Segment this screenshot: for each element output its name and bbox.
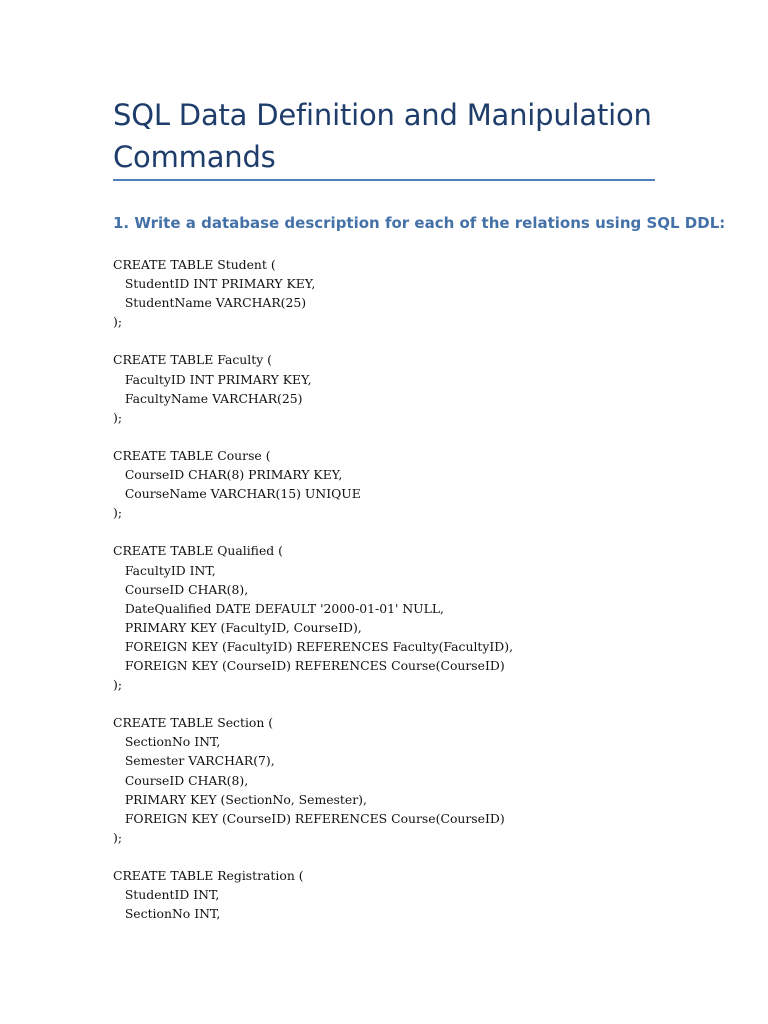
code-line: FOREIGN KEY (CourseID) REFERENCES Course(CourseID) xyxy=(113,810,505,826)
code-line: FOREIGN KEY (FacultyID) REFERENCES Faculty(FacultyID), xyxy=(113,638,514,654)
code-line: CourseID CHAR(8), xyxy=(113,772,249,788)
code-line: CourseName VARCHAR(15) UNIQUE xyxy=(113,486,361,502)
code-line: ); xyxy=(113,829,123,845)
code-line: FacultyID INT, xyxy=(113,562,216,578)
code-line: ); xyxy=(113,677,123,693)
code-line: FOREIGN KEY (CourseID) REFERENCES Course(CourseID) xyxy=(113,657,505,673)
blank-line xyxy=(113,522,513,541)
code-line: SectionNo INT, xyxy=(113,734,221,750)
code-line: StudentName VARCHAR(25) xyxy=(113,295,307,311)
code-line: PRIMARY KEY (SectionNo, Semester), xyxy=(113,791,367,807)
code-line: StudentID INT, xyxy=(113,887,220,903)
blank-line xyxy=(113,427,513,446)
code-line: CREATE TABLE Student ( xyxy=(113,257,276,272)
code-line: StudentID INT PRIMARY KEY, xyxy=(113,276,316,292)
sql-code-block xyxy=(113,255,513,923)
code-line: CREATE TABLE Section ( xyxy=(113,715,274,731)
document-title: SQL Data Definition and Manipulation Commands xyxy=(113,98,652,174)
code-line: ); xyxy=(113,505,123,521)
code-line: ); xyxy=(113,314,123,330)
code-line: CREATE TABLE Course ( xyxy=(113,447,271,463)
code-line: CREATE TABLE Faculty ( xyxy=(113,352,273,368)
title-underline xyxy=(113,179,655,181)
code-line: CourseID CHAR(8), xyxy=(113,581,249,597)
code-line: FacultyName VARCHAR(25) xyxy=(113,390,303,406)
code-line: CourseID CHAR(8) PRIMARY KEY, xyxy=(113,467,343,483)
code-line: Semester VARCHAR(7), xyxy=(113,753,275,769)
code-line: CREATE TABLE Qualified ( xyxy=(113,543,283,559)
blank-line xyxy=(113,331,513,350)
code-line: DateQualified DATE DEFAULT '2000-01-01' NULL, xyxy=(113,600,444,616)
code-line: PRIMARY KEY (FacultyID, CourseID), xyxy=(113,619,362,635)
section-heading: 1. Write a database description for each of the relations using SQL DDL: xyxy=(113,214,726,232)
code-line: FacultyID INT PRIMARY KEY, xyxy=(113,371,312,387)
code-line: CREATE TABLE Registration ( xyxy=(113,868,304,883)
code-line: SectionNo INT, xyxy=(113,906,221,922)
blank-line xyxy=(113,694,513,713)
code-line: ); xyxy=(113,409,123,425)
blank-line xyxy=(113,847,513,866)
